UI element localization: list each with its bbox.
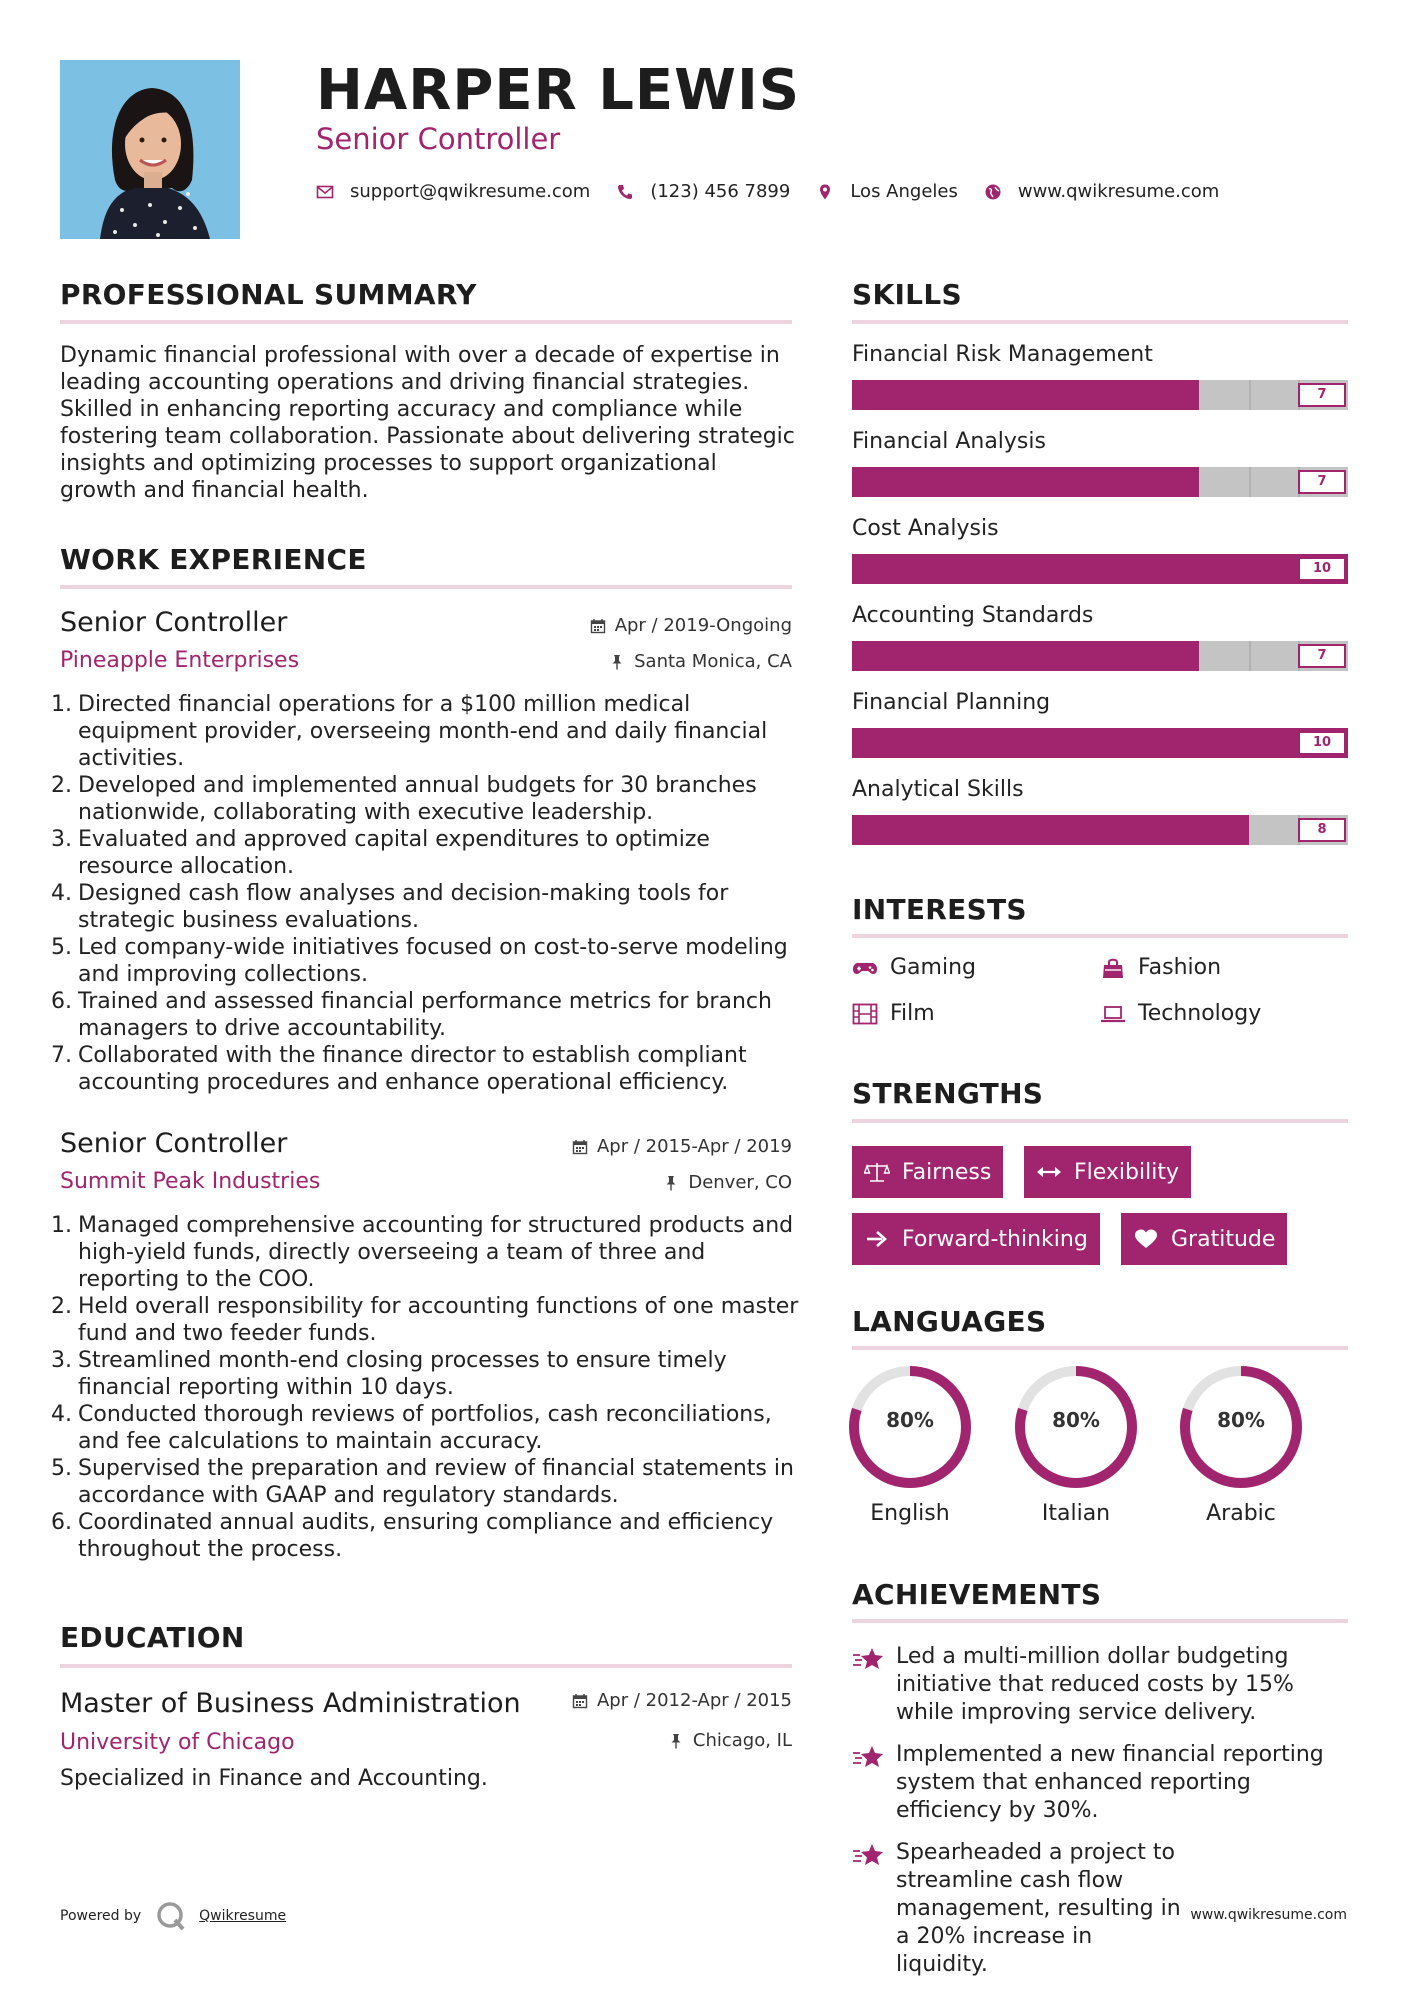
calendar-icon [572, 1139, 588, 1155]
skill-bar-fill [852, 554, 1348, 584]
skill-bar-fill [852, 641, 1199, 671]
education-description: Specialized in Finance and Accounting. [60, 1766, 488, 1791]
interest-label: Gaming [890, 955, 976, 980]
skills-heading: SKILLS [852, 278, 962, 311]
arrow-right-icon [864, 1228, 890, 1250]
map-pin-icon [816, 183, 834, 201]
interest-film [852, 1001, 935, 1026]
list-item: 2. Developed and implemented annual budgets for 30 branches nationwide, collaborating with executive leadership. [51, 773, 757, 825]
skill-bar [852, 554, 1348, 584]
education-heading: EDUCATION [60, 1621, 245, 1654]
footer-powered-by [60, 1900, 286, 1932]
skill-bar [852, 467, 1348, 497]
gamepad-icon [852, 957, 878, 979]
strength-fairness [852, 1146, 1003, 1198]
strength-label: Fairness [902, 1159, 992, 1185]
experience-divider [60, 585, 792, 589]
job-date [590, 615, 792, 636]
job-date-text: Apr / 2019-Ongoing [614, 615, 792, 636]
list-item: 3. Streamlined month-end closing processes to ensure timely financial reporting within 10 days. [51, 1348, 727, 1400]
phone-text: (123) 456 7899 [650, 181, 791, 202]
bullet-text: Supervised the preparation and review of financial statements in accordance with GAAP and regulatory standards. [78, 1456, 794, 1508]
list-item: 5. Supervised the preparation and review of financial statements in accordance with GAAP and regulatory standards. [51, 1456, 794, 1508]
job-title: Senior Controller [60, 1128, 288, 1159]
experience-heading: WORK EXPERIENCE [60, 543, 367, 576]
strength-label: Forward-thinking [902, 1226, 1088, 1252]
languages-heading: LANGUAGES [852, 1305, 1047, 1338]
job-bullets [51, 691, 800, 1096]
job-bullets [51, 1212, 800, 1563]
star-badge-icon [852, 1645, 886, 1673]
bullet-text: Evaluated and approved capital expenditures to optimize resource allocation. [78, 827, 710, 879]
education-school: University of Chicago [60, 1730, 295, 1755]
contact-bar [316, 181, 1245, 202]
skills-divider [852, 320, 1348, 324]
skill-name: Financial Planning [852, 690, 1051, 715]
bullet-text: Held overall responsibility for accounting functions of one master fund and two feeder funds. [78, 1294, 799, 1346]
skill-bar-segment [1249, 641, 1251, 671]
summary-heading: PROFESSIONAL SUMMARY [60, 278, 477, 311]
strengths-heading: STRENGTHS [852, 1077, 1044, 1110]
skill-score: 7 [1298, 644, 1346, 668]
list-item: 6. Coordinated annual audits, ensuring compliance and efficiency throughout the process. [51, 1510, 774, 1562]
language-percent: 80% [1217, 1408, 1265, 1432]
achievement-item [852, 1741, 1348, 1825]
skill-bar-fill [852, 467, 1199, 497]
skill-bar-fill [852, 380, 1199, 410]
achievement-text: Spearheaded a project to streamline cash flow management, resulting in a 20% increase in liquidity. [896, 1840, 1181, 1977]
achievements-heading: ACHIEVEMENTS [852, 1578, 1102, 1611]
job-location [663, 1172, 792, 1193]
heart-icon [1133, 1228, 1159, 1250]
strength-flexibility [1024, 1146, 1191, 1198]
bullet-text: Led company-wide initiatives focused on cost-to-serve modeling and improving collections. [78, 935, 788, 987]
skill-score: 10 [1298, 731, 1346, 755]
language-item [848, 1365, 972, 1535]
interest-label: Film [890, 1001, 935, 1026]
achievement-text: Implemented a new financial reporting system that enhanced reporting efficiency by 30%. [896, 1742, 1324, 1823]
skill-bar-fill [852, 728, 1348, 758]
skill-score: 10 [1298, 557, 1346, 581]
languages-divider [852, 1346, 1348, 1350]
job-location-text: Denver, CO [688, 1172, 792, 1193]
bullet-text: Coordinated annual audits, ensuring compliance and efficiency throughout the process. [78, 1510, 774, 1562]
job-entry [51, 1128, 799, 1588]
interest-label: Fashion [1138, 955, 1222, 980]
job-entry [51, 607, 792, 1097]
skill-item [852, 429, 1348, 497]
pushpin-icon [609, 654, 625, 670]
skill-item [852, 690, 1348, 758]
contact-location [816, 181, 958, 202]
skill-item [852, 603, 1348, 671]
skill-name: Financial Risk Management [852, 342, 1153, 367]
skill-score: 7 [1298, 470, 1346, 494]
job-company: Pineapple Enterprises [60, 648, 300, 673]
contact-email[interactable] [316, 181, 590, 202]
location-text: Los Angeles [850, 181, 958, 202]
skill-bar [852, 815, 1348, 845]
skill-name: Analytical Skills [852, 777, 1024, 802]
list-item: 4. Designed cash flow analyses and decision-making tools for strategic business evaluations. [51, 881, 729, 933]
education-location [668, 1730, 792, 1751]
interest-fashion [1100, 955, 1221, 980]
skill-bar-segment [1249, 380, 1251, 410]
bullet-text: Streamlined month-end closing processes to ensure timely financial reporting within 10 days. [78, 1348, 727, 1400]
skill-bar [852, 728, 1348, 758]
list-item: 6. Trained and assessed financial performance metrics for branch managers to drive accountability. [51, 989, 772, 1041]
job-date-text: Apr / 2015-Apr / 2019 [596, 1136, 792, 1157]
bullet-text: Designed cash flow analyses and decision-making tools for strategic business evaluations. [78, 881, 729, 933]
skill-name: Financial Analysis [852, 429, 1046, 454]
strength-forward-thinking [852, 1213, 1100, 1265]
skill-item [852, 516, 1348, 584]
education-degree: Master of Business Administration [60, 1688, 521, 1719]
summary-divider [60, 320, 792, 324]
contact-phone[interactable] [616, 181, 790, 202]
skill-score: 8 [1298, 818, 1346, 842]
job-company: Summit Peak Industries [60, 1169, 321, 1194]
envelope-icon [316, 183, 334, 201]
achievements-divider [852, 1619, 1348, 1623]
skill-bar [852, 380, 1348, 410]
interests-divider [852, 934, 1348, 938]
education-location-text: Chicago, IL [692, 1730, 792, 1751]
skill-bar [852, 641, 1348, 671]
film-icon [852, 1003, 878, 1025]
job-date [572, 1136, 792, 1157]
strength-gratitude [1121, 1213, 1287, 1265]
education-date [572, 1690, 792, 1711]
achievement-text: Led a multi-million dollar budgeting initiative that reduced costs by 15% while improving service delivery. [896, 1644, 1294, 1725]
language-percent: 80% [1052, 1408, 1100, 1432]
interest-gaming [852, 955, 976, 980]
education-divider [60, 1664, 792, 1668]
bullet-text: Trained and assessed financial performance metrics for branch managers to drive accountability. [78, 989, 772, 1041]
powered-by-text: Powered by [60, 1908, 142, 1924]
list-item: 3. Evaluated and approved capital expenditures to optimize resource allocation. [51, 827, 710, 879]
language-name: Arabic [1206, 1501, 1276, 1526]
bullet-text: Managed comprehensive accounting for structured products and high-yield funds, directly overseeing a team of three and reporting to the COO. [78, 1213, 794, 1292]
skill-item [852, 777, 1348, 845]
language-item [1014, 1365, 1138, 1535]
footer-website[interactable]: www.qwikresume.com [1190, 1907, 1347, 1923]
qwikresume-logo-icon [155, 1900, 187, 1932]
candidate-name: HARPER LEWIS [316, 58, 801, 123]
strength-label: Flexibility [1074, 1159, 1179, 1185]
email-text: support@qwikresume.com [350, 181, 591, 202]
strength-label: Gratitude [1171, 1226, 1276, 1252]
skill-item [852, 342, 1348, 410]
interest-technology [1100, 1001, 1261, 1026]
strengths-divider [852, 1119, 1348, 1123]
skill-bar-segment [1249, 467, 1251, 497]
skill-score: 7 [1298, 383, 1346, 407]
list-item: 5. Led company-wide initiatives focused on cost-to-serve modeling and improving collections. [51, 935, 788, 987]
calendar-icon [572, 1693, 588, 1709]
list-item: 7. Collaborated with the finance director to establish compliant accounting procedures and enhance operational efficiency. [51, 1043, 747, 1095]
bullet-text: Directed financial operations for a $100 million medical equipment provider, overseeing month-end and daily financial activities. [78, 692, 768, 771]
summary-text: Dynamic financial professional with over a decade of expertise in leading accounting operations and driving financial strategies. Skilled in enhancing reporting accuracy and compliance while fostering team collaboration. Passionate about delivering strategic insights and optimizing processes to support organizational growth and financial health. [60, 343, 795, 503]
language-item [1179, 1365, 1303, 1535]
language-percent: 80% [886, 1408, 934, 1432]
calendar-icon [590, 618, 606, 634]
job-location-text: Santa Monica, CA [634, 651, 792, 672]
language-name: English [870, 1501, 950, 1526]
list-item: 1. Managed comprehensive accounting for structured products and high-yield funds, directly overseeing a team of three and reporting to the COO. [51, 1213, 794, 1292]
qwikresume-link[interactable]: Qwikresume [199, 1908, 287, 1924]
list-item: 1. Directed financial operations for a $100 million medical equipment provider, overseeing month-end and daily financial activities. [51, 692, 768, 771]
bullet-text: Conducted thorough reviews of portfolios, cash reconciliations, and fee calculations to maintain accuracy. [78, 1402, 772, 1454]
job-location [609, 651, 792, 672]
contact-website[interactable] [984, 181, 1219, 202]
interest-label: Technology [1138, 1001, 1262, 1026]
job-title: Senior Controller [60, 607, 288, 638]
bullet-text: Collaborated with the finance director to establish compliant accounting procedures and enhance operational efficiency. [78, 1043, 747, 1095]
pushpin-icon [668, 1733, 684, 1749]
list-item: 4. Conducted thorough reviews of portfolios, cash reconciliations, and fee calculations to maintain accuracy. [51, 1402, 772, 1454]
bullet-text: Developed and implemented annual budgets for 30 branches nationwide, collaborating with executive leadership. [78, 773, 757, 825]
star-badge-icon [852, 1743, 886, 1771]
arrows-horizontal-icon [1036, 1161, 1062, 1183]
globe-icon [984, 183, 1002, 201]
language-name: Italian [1041, 1501, 1111, 1526]
list-item: 2. Held overall responsibility for accounting functions of one master fund and two feeder funds. [51, 1294, 799, 1346]
achievement-item [852, 1643, 1348, 1727]
candidate-role: Senior Controller [316, 122, 561, 156]
website-text: www.qwikresume.com [1017, 181, 1220, 202]
skill-bar-fill [852, 815, 1249, 845]
profile-photo [60, 60, 240, 239]
interests-heading: INTERESTS [852, 893, 1027, 926]
skill-name: Accounting Standards [852, 603, 1094, 628]
shopping-bag-icon [1100, 957, 1126, 979]
phone-icon [616, 183, 634, 201]
balance-scale-icon [864, 1161, 890, 1183]
education-date-text: Apr / 2012-Apr / 2015 [596, 1690, 792, 1711]
laptop-icon [1100, 1003, 1126, 1025]
skill-name: Cost Analysis [852, 516, 999, 541]
star-badge-icon [852, 1841, 886, 1869]
pushpin-icon [663, 1175, 679, 1191]
